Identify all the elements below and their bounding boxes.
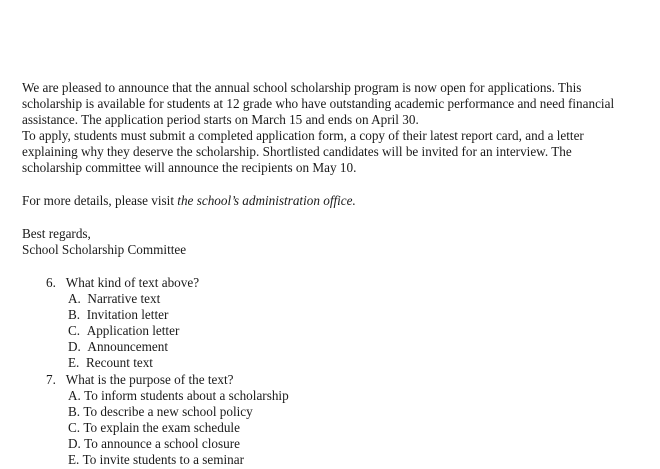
paragraph-line: We are pleased to announce that the annual school scholarship program is now open for applications. This — [22, 80, 582, 95]
details-office-reference: the school’s administration office. — [177, 193, 356, 208]
closing: Best regards, — [22, 226, 91, 241]
question-7-option-c[interactable] — [68, 420, 240, 436]
paragraph-line: scholarship is available for students at 12 grade who have outstanding academic performance and need financial — [22, 96, 615, 111]
option-letter: C. — [68, 323, 81, 338]
option-letter: B. — [68, 307, 81, 322]
signature: School Scholarship Committee — [22, 242, 187, 257]
option-letter: B. — [68, 404, 81, 419]
paragraph-line: To apply, students must submit a completed application form, a copy of their latest report card, and a letter — [22, 128, 584, 143]
paragraph-line: assistance. The application period starts on March 15 and ends on April 30. — [22, 112, 419, 127]
question-number: 7. — [46, 372, 56, 387]
question-7-option-d[interactable] — [68, 436, 240, 452]
question-7-option-b[interactable] — [68, 404, 253, 420]
question-6-option-c[interactable] — [68, 323, 179, 339]
option-letter: D. — [68, 339, 81, 354]
question-6-stem — [46, 275, 199, 291]
option-text: Narrative text — [87, 291, 161, 306]
question-6-option-b[interactable] — [68, 307, 168, 323]
option-text: Announcement — [87, 339, 168, 354]
question-6-option-d[interactable] — [68, 339, 168, 355]
question-text: What kind of text above? — [65, 275, 200, 290]
option-text: Application letter — [86, 323, 180, 338]
option-text: To inform students about a scholarship — [84, 388, 289, 403]
question-6-option-a[interactable] — [68, 291, 160, 307]
option-letter: C. — [68, 420, 81, 435]
option-text: To invite students to a seminar — [82, 452, 244, 467]
option-text: Recount text — [85, 355, 153, 370]
option-text: To announce a school closure — [84, 436, 240, 451]
option-letter: A. — [68, 388, 81, 403]
question-text: What is the purpose of the text? — [65, 372, 234, 387]
question-number: 6. — [46, 275, 56, 290]
option-letter: D. — [68, 436, 81, 451]
details-prefix: For more details, please visit — [22, 193, 178, 208]
option-text: Invitation letter — [86, 307, 169, 322]
option-letter: A. — [68, 291, 81, 306]
question-7-option-e[interactable] — [68, 452, 244, 468]
option-letter: E. — [68, 452, 80, 467]
option-letter: E. — [68, 355, 80, 370]
paragraph-line: scholarship committee will announce the recipients on May 10. — [22, 160, 357, 175]
question-7-option-a[interactable] — [68, 388, 289, 404]
question-6-option-e[interactable] — [68, 355, 153, 371]
option-text: To describe a new school policy — [83, 404, 253, 419]
option-text: To explain the exam schedule — [83, 420, 240, 435]
question-7-stem — [46, 372, 234, 388]
details-line — [22, 193, 356, 209]
paragraph-line: explaining why they deserve the scholarship. Shortlisted candidates will be invited for an interview. The — [22, 144, 572, 159]
